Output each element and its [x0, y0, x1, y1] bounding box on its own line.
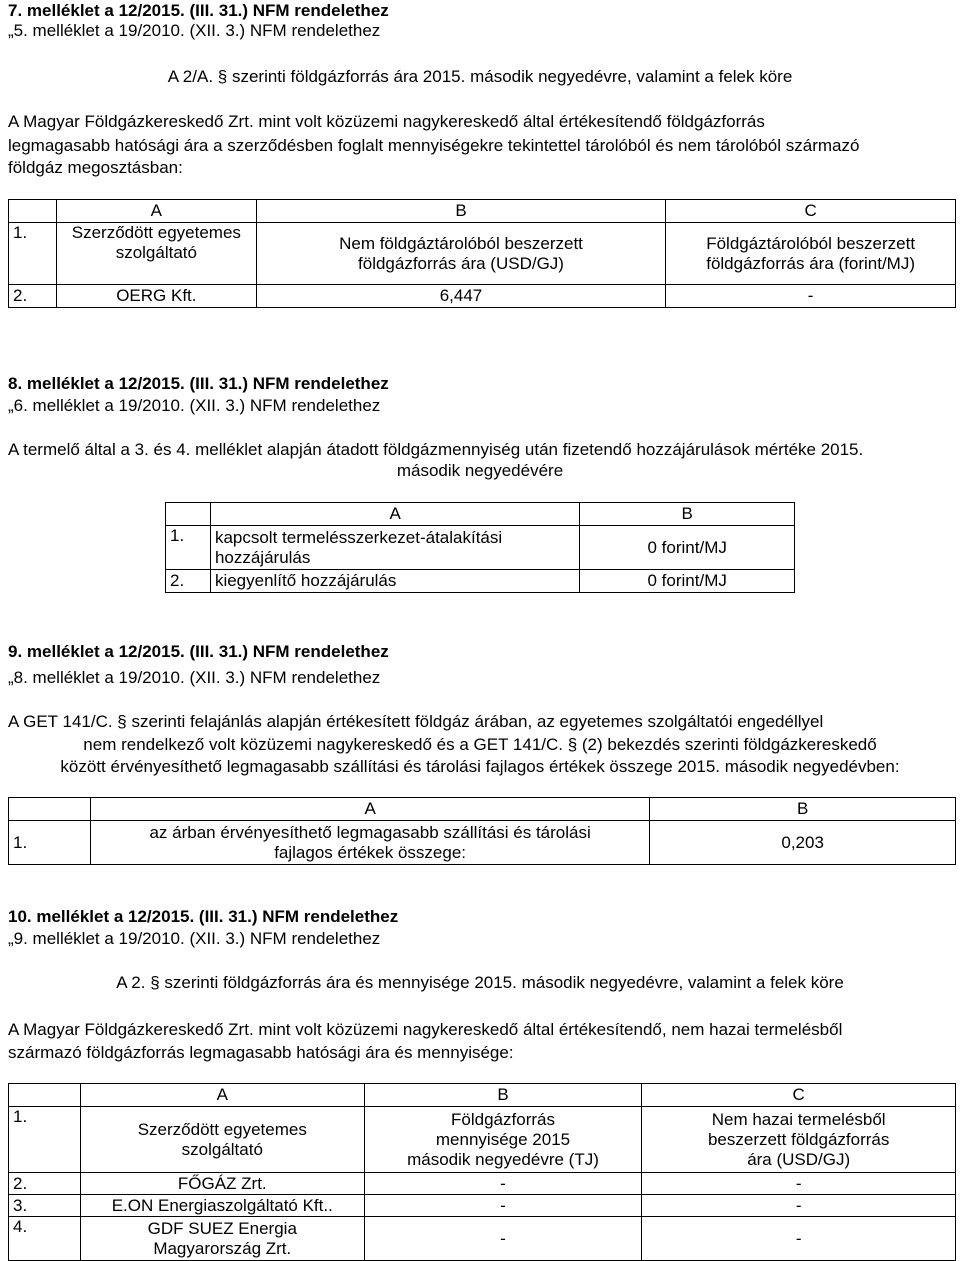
s10-table-corner	[9, 1084, 81, 1107]
s10-row-4-b: -	[364, 1217, 642, 1261]
s10-col-letter-c: C	[642, 1084, 956, 1107]
s9-row-1-a	[90, 821, 649, 865]
s9-title-line-1: A GET 141/C. § szerinti felajánlás alapján értékesített földgáz árában, az egyetemes szolgáltatói engedéllyel	[8, 712, 824, 731]
s10-row-1-b-line-1: Földgázforrás	[451, 1109, 555, 1129]
s8-subheading: „6. melléklet a 19/2010. (XII. 3.) NFM rendelethez	[8, 396, 381, 415]
s10-table	[8, 1083, 956, 1261]
s7-para-line-1: A Magyar Földgázkereskedő Zrt. mint volt közüzemi nagykereskedő által értékesítendő földgázforrás	[8, 112, 765, 131]
s7-table	[8, 199, 956, 308]
s7-row-1-b	[256, 223, 666, 285]
s9-col-letter-a: A	[90, 798, 649, 821]
s8-row-1-a	[210, 526, 579, 570]
s7-para-line-2: legmagasabb hatósági ára a szerződésben foglalt mennyiségekre tekintettel tárolóból és nem tárolóból származó	[8, 136, 860, 155]
s7-para-line-3: földgáz megosztásban:	[8, 158, 183, 177]
s9-table	[8, 797, 956, 865]
s10-row-1-a	[80, 1107, 364, 1173]
s10-row-1-c	[642, 1107, 956, 1173]
s8-title-line-2: második negyedévére	[396, 461, 564, 480]
s10-row-1-b-line-2: mennyisége 2015	[435, 1129, 571, 1149]
s8-row-2-num: 2.	[166, 570, 211, 593]
s10-row-1-a-line-1: Szerződött egyetemes	[137, 1119, 307, 1139]
s10-para-line-1: A Magyar Földgázkereskedő Zrt. mint volt közüzemi nagykereskedő által értékesítendő, nem hazai termelésből	[8, 1020, 843, 1039]
s7-col-letter-a: A	[56, 200, 256, 223]
s9-row-1-a-line-1: az árban érvényesíthető legmagasabb szállítási és tárolási	[149, 822, 591, 842]
s10-row-3-c: -	[642, 1195, 956, 1217]
s10-row-2-num: 2.	[9, 1173, 81, 1195]
s10-title: A 2. § szerinti földgázforrás ára és mennyisége 2015. második negyedévre, valamint a felek köre	[116, 973, 844, 992]
s9-heading: 9. melléklet a 12/2015. (III. 31.) NFM rendelethez	[8, 642, 389, 661]
s10-row-4-a-line-2: Magyarország Zrt.	[153, 1238, 292, 1258]
s10-row-1-c-line-1: Nem hazai termelésből	[711, 1109, 886, 1129]
s10-row-1-num: 1.	[9, 1107, 81, 1173]
s8-title-line-1: A termelő által a 3. és 4. melléklet alapján átadott földgázmennyiség után fizetendő hozzájárulások mértéke 2015.	[8, 440, 864, 459]
s8-table-corner	[166, 503, 211, 526]
s7-row-1-c-line-1: Földgáztárolóból beszerzett	[706, 233, 916, 253]
s8-col-letter-a: A	[210, 503, 579, 526]
s7-subheading: „5. melléklet a 19/2010. (XII. 3.) NFM rendelethez	[8, 21, 381, 40]
s10-row-4-a-line-1: GDF SUEZ Energia	[147, 1218, 297, 1238]
s7-row-1-a	[56, 223, 256, 285]
s10-row-3-num: 3.	[9, 1195, 81, 1217]
s8-row-1-a-line-2: hozzájárulás	[214, 547, 311, 567]
s10-row-2-a: FŐGÁZ Zrt.	[80, 1173, 364, 1195]
s9-row-1-b: 0,203	[650, 821, 956, 865]
s10-heading: 10. melléklet a 12/2015. (III. 31.) NFM rendelethez	[8, 907, 399, 926]
s8-table	[165, 502, 795, 593]
s7-row-2-a: OERG Kft.	[56, 285, 256, 308]
s10-col-letter-b: B	[364, 1084, 642, 1107]
s7-heading: 7. melléklet a 12/2015. (III. 31.) NFM rendelethez	[8, 1, 389, 20]
s10-row-3-b: -	[364, 1195, 642, 1217]
s10-row-1-b	[364, 1107, 642, 1173]
s7-title: A 2/A. § szerinti földgázforrás ára 2015. második negyedévre, valamint a felek köre	[167, 67, 793, 86]
s8-row-1-a-line-1: kapcsolt termelésszerkezet-átalakítási	[214, 527, 503, 547]
s10-row-1-b-line-3: második negyedévre (TJ)	[407, 1149, 599, 1169]
s9-row-1-num: 1.	[9, 821, 91, 865]
s10-col-letter-a: A	[80, 1084, 364, 1107]
s9-title-line-3: között érvényesíthető legmagasabb szállítási és tárolási fajlagos értékek összege 2015. második negyedévben:	[60, 757, 900, 776]
s8-row-2-b: 0 forint/MJ	[580, 570, 795, 593]
s7-row-2-num: 2.	[9, 285, 57, 308]
s10-row-2-b: -	[364, 1173, 642, 1195]
s10-row-2-c: -	[642, 1173, 956, 1195]
s7-row-1-b-line-1: Nem földgáztárolóból beszerzett	[339, 233, 583, 253]
s8-col-letter-b: B	[580, 503, 795, 526]
s7-row-1-c-line-2: földgázforrás ára (forint/MJ)	[706, 253, 916, 273]
s9-col-letter-b: B	[650, 798, 956, 821]
s10-row-1-c-line-3: ára (USD/GJ)	[747, 1149, 851, 1169]
s9-subheading: „8. melléklet a 19/2010. (XII. 3.) NFM rendelethez	[8, 668, 381, 687]
s9-title-line-2: nem rendelkező volt közüzemi nagykereskedő és a GET 141/C. § (2) bekezdés szerinti földgázkereskedő	[83, 735, 877, 754]
s7-row-1-num: 1.	[9, 223, 57, 285]
s8-row-2-a: kiegyenlítő hozzájárulás	[210, 570, 579, 593]
s8-row-1-b: 0 forint/MJ	[580, 526, 795, 570]
s7-row-2-c: -	[666, 285, 956, 308]
s10-row-1-c-line-2: beszerzett földgázforrás	[707, 1129, 890, 1149]
s10-row-4-c: -	[642, 1217, 956, 1261]
s8-heading: 8. melléklet a 12/2015. (III. 31.) NFM rendelethez	[8, 374, 389, 393]
s10-row-4-num: 4.	[9, 1217, 81, 1261]
s7-row-1-a-line-2: szolgáltató	[115, 243, 197, 262]
s10-subheading: „9. melléklet a 19/2010. (XII. 3.) NFM rendelethez	[8, 929, 381, 948]
s7-table-corner	[9, 200, 57, 223]
s9-table-corner	[9, 798, 91, 821]
s10-row-3-a: E.ON Energiaszolgáltató Kft..	[80, 1195, 364, 1217]
s10-row-1-a-line-2: szolgáltató	[181, 1139, 263, 1159]
s10-para-line-2: származó földgázforrás legmagasabb hatósági ára és mennyisége:	[8, 1043, 514, 1062]
s7-row-1-a-line-1: Szerződött egyetemes	[71, 223, 241, 242]
s9-row-1-a-line-2: fajlagos értékek összege:	[274, 842, 467, 862]
s7-col-letter-b: B	[256, 200, 666, 223]
s7-row-2-b: 6,447	[256, 285, 666, 308]
s7-row-1-b-line-2: földgázforrás ára (USD/GJ)	[358, 253, 564, 273]
s10-row-4-a	[80, 1217, 364, 1261]
s7-row-1-c	[666, 223, 956, 285]
s7-col-letter-c: C	[666, 200, 956, 223]
s8-row-1-num: 1.	[166, 526, 211, 570]
